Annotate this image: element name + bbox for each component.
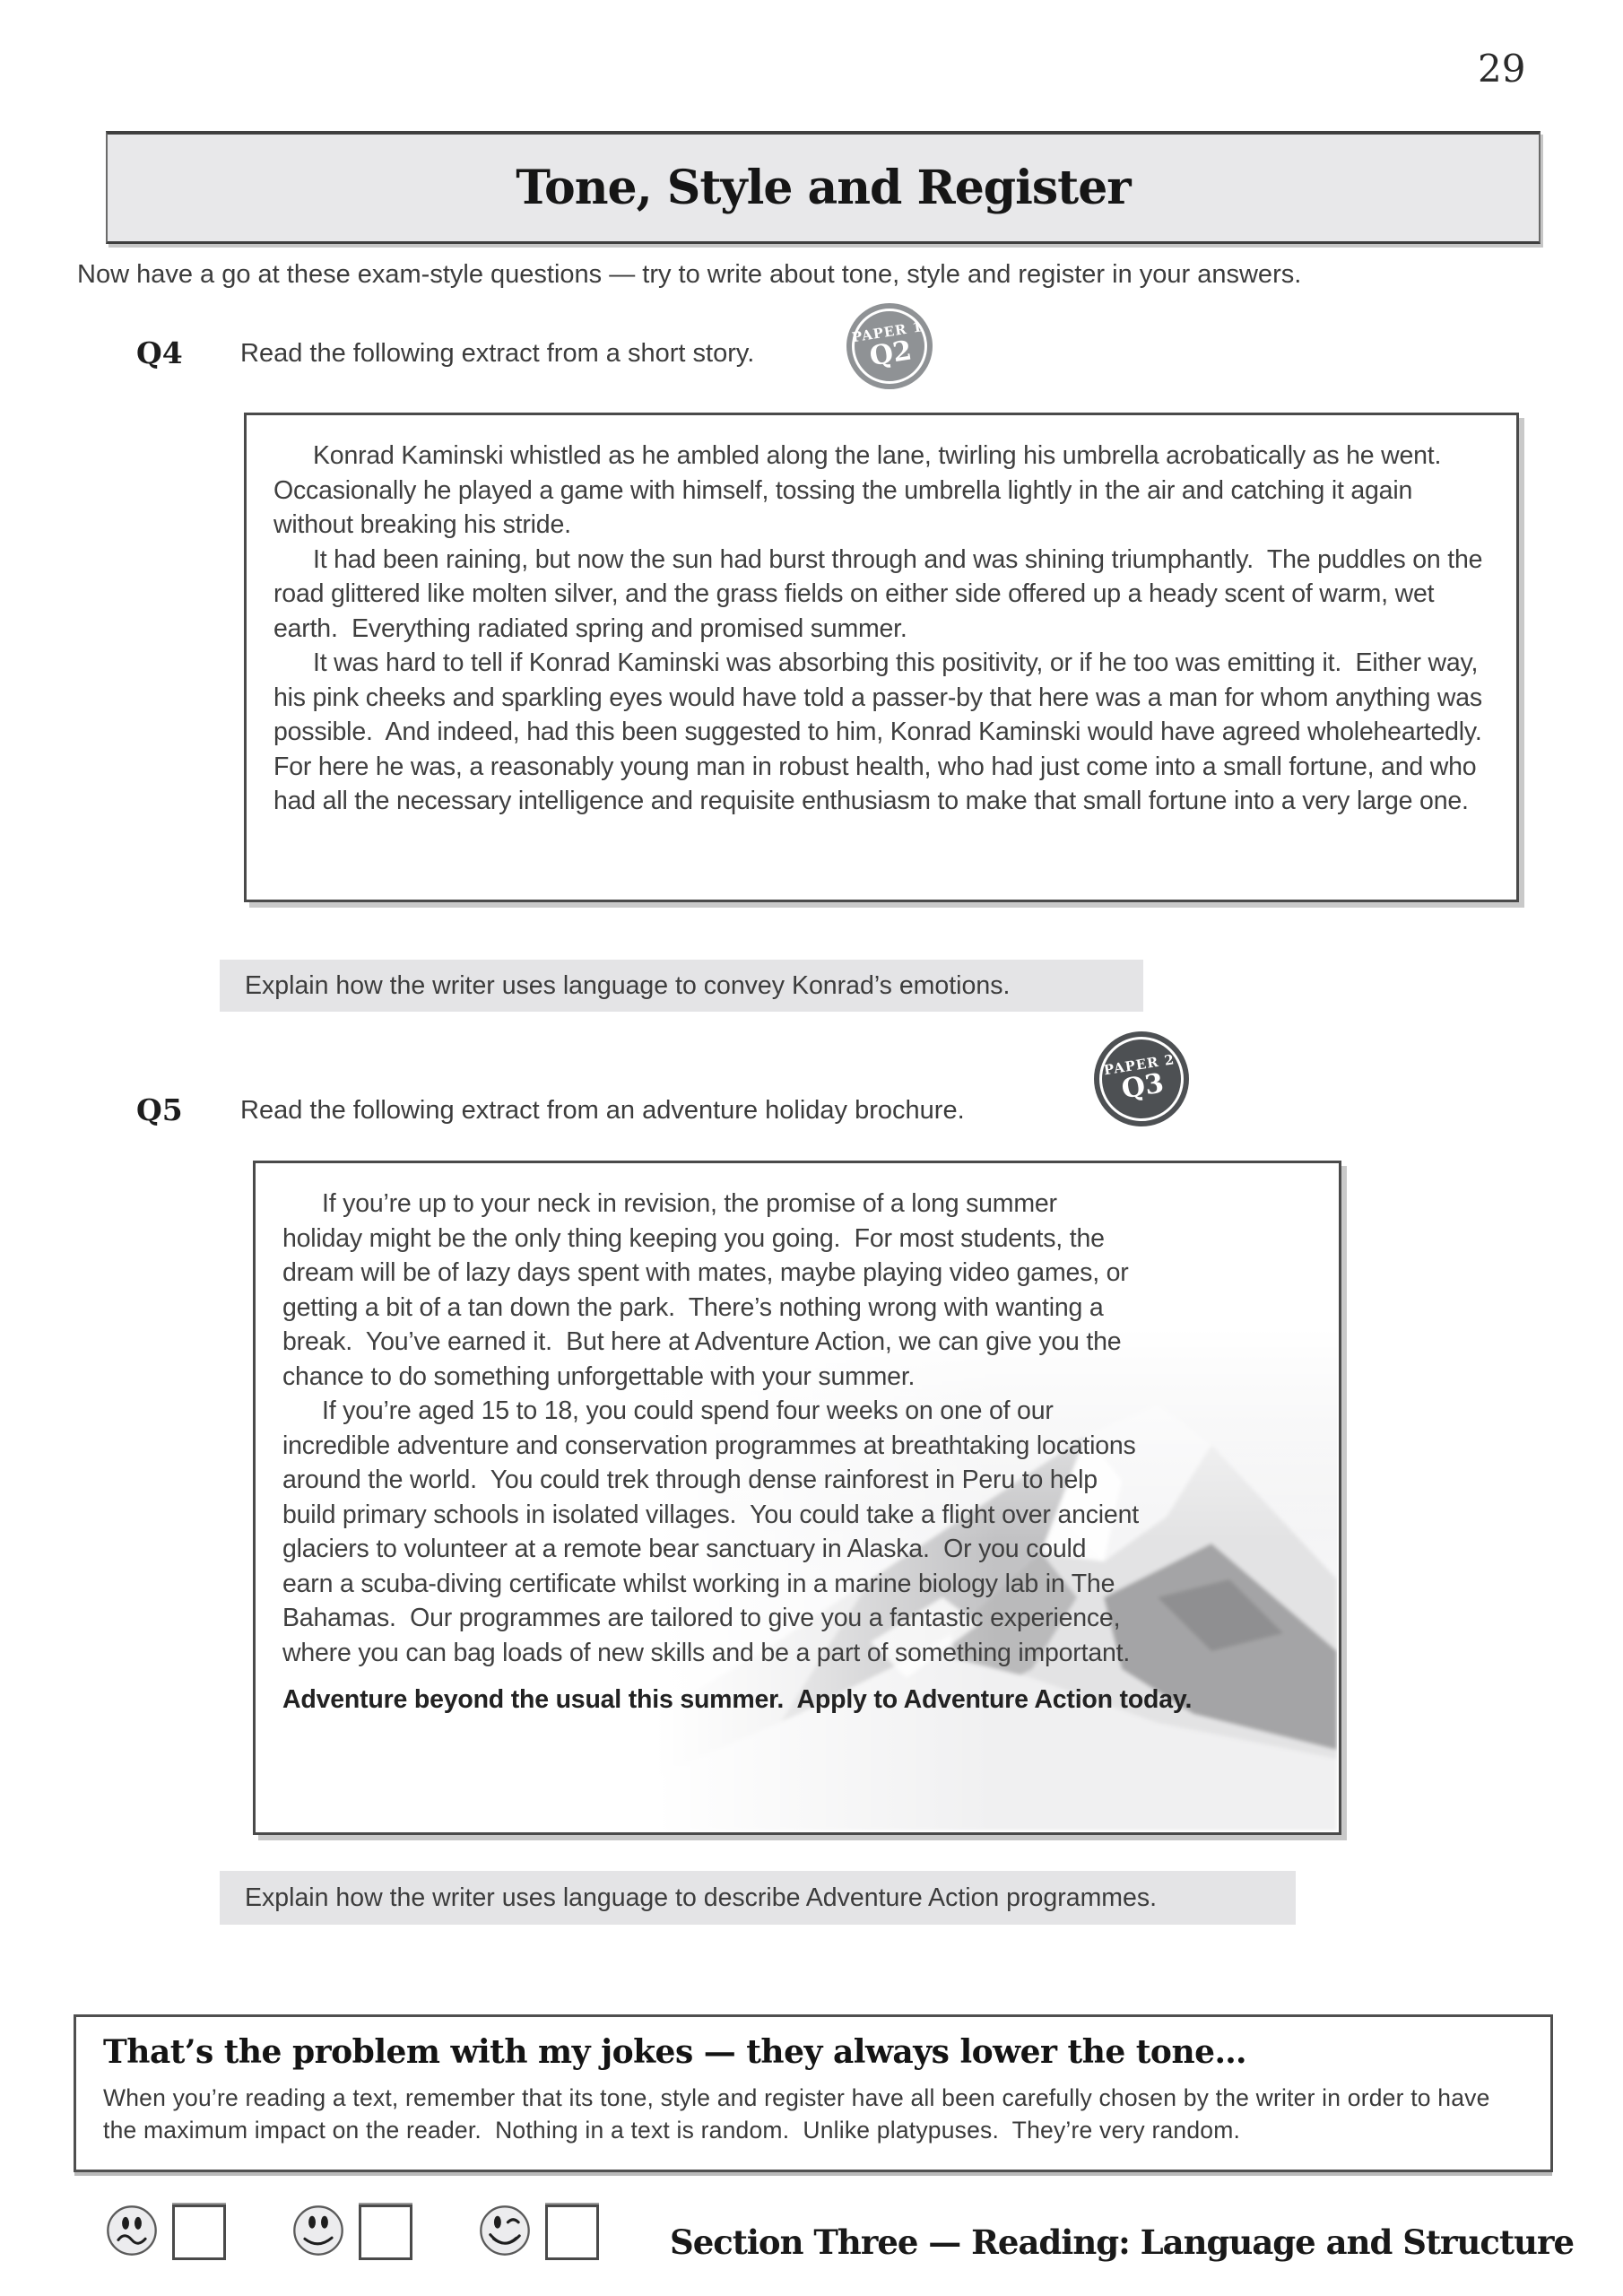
q4-task-text: Explain how the writer uses language to convey Konrad’s emotions. — [245, 970, 1011, 1000]
q5-task-bar — [220, 1871, 1296, 1925]
q4-task-bar — [220, 960, 1143, 1012]
badge-question-label: Q2 — [867, 334, 915, 372]
rating-pair-unhappy — [106, 2205, 226, 2260]
q4-extract-box — [244, 413, 1519, 902]
self-assessment-row — [106, 2205, 649, 2260]
rating-pair-neutral — [292, 2205, 412, 2260]
extract-paragraph: It had been raining, but now the sun had burst through and was shining triumphantly. The puddles on the road glittered like molten silver, and the grass fields on either side offered up a heady scent of warm, wet earth. Everything radiated spring and promised summer. — [273, 544, 1490, 643]
page-title-box — [106, 131, 1541, 244]
section-footer: Section Three — Reading: Language and Structure — [670, 2222, 1574, 2262]
extract-paragraph: It was hard to tell if Konrad Kaminski was absorbing this positivity, or if he too was emitting it. Either way, his pink cheeks and sparkling eyes would have told a passer-by that here was a man for whom anything was possible. And indeed, had this been suggested to him, Konrad Kaminski would have agreed wholeheartedly. For here he was, a reasonably young man in robust health, who had just come into a small fortune, and who had all the necessary intelligence and requisite enthusiasm to make that small fortune into a very large one. — [273, 648, 1496, 815]
extract-paragraph: If you’re aged 15 to 18, you could spend four weeks on one of our incredible adventure and conservation programmes at breathtaking locations around the world. You could trek through dense rainforest in Peru to help build primary schools in isolated villages. You could take a flight over ancient glaciers to volunteer at a remote bear sanctuary in Alaska. Or you could earn a scuba-diving certificate whilst working in a marine biology lab in The Bahamas. Our programmes are tailored to give you a fantastic experience, where you can bag loads of new skills and be a part of something important. — [282, 1396, 1146, 1667]
joke-tip-box — [74, 2014, 1553, 2172]
paper2-q3-badge — [1094, 1031, 1189, 1126]
joke-body-text: When you’re reading a text, remember that its tone, style and register have all been carefully chosen by the writer in order to have the maximum impact on the reader. Nothing in a text is random. Unlike platypuses. They’re very random. — [103, 2084, 1497, 2144]
badge-question-label: Q3 — [1119, 1066, 1167, 1105]
page-number: 29 — [1478, 47, 1526, 91]
extract-paragraph: If you’re up to your neck in revision, the promise of a long summer holiday might be the only thing keeping you going. For most students, the dream will be of lazy days spent with mates, maybe playing video games, or getting a bit of a tan down the park. There’s nothing wrong with wanting a break. You’ve earned it. But here at Adventure Action, we can give you the chance to do something unforgettable with your summer. — [282, 1189, 1136, 1391]
rating-checkbox-neutral[interactable] — [359, 2205, 412, 2260]
q5-prompt: Read the following extract from an adventure holiday brochure. — [240, 1096, 965, 1125]
worried-face-icon — [106, 2205, 158, 2257]
q5-extract-box — [253, 1161, 1341, 1835]
page-title: Tone, Style and Register — [516, 161, 1131, 215]
joke-heading: That’s the problem with my jokes — they always lower the tone… — [103, 2033, 1247, 2071]
rating-pair-happy — [479, 2205, 599, 2260]
q5-extract-closing-line: Adventure beyond the usual this summer. Apply to Adventure Action today. — [282, 1685, 1193, 1714]
rating-checkbox-unhappy[interactable] — [172, 2205, 226, 2260]
winking-face-icon — [479, 2205, 531, 2257]
intro-text: Now have a go at these exam-style questions — try to write about tone, style and register in your answers. — [77, 260, 1302, 289]
rating-checkbox-happy[interactable] — [545, 2205, 599, 2260]
q4-prompt: Read the following extract from a short story. — [240, 339, 755, 368]
smiling-face-icon — [292, 2205, 344, 2257]
q4-label: Q4 — [136, 335, 183, 370]
paper1-q2-badge — [846, 303, 933, 389]
extract-paragraph: Konrad Kaminski whistled as he ambled along the lane, twirling his umbrella acrobatically as he went. Occasionally he played a game with himself, tossing the umbrella lightly in the air and catching it again without breaking his stride. — [273, 441, 1455, 539]
badge-paper-label: PAPER 1 — [850, 317, 924, 345]
q5-task-text: Explain how the writer uses language to describe Adventure Action programmes. — [245, 1883, 1158, 1912]
badge-paper-label: PAPER 2 — [1102, 1050, 1176, 1078]
q4-extract-paragraphs — [273, 439, 1496, 819]
q5-label: Q5 — [136, 1092, 183, 1127]
